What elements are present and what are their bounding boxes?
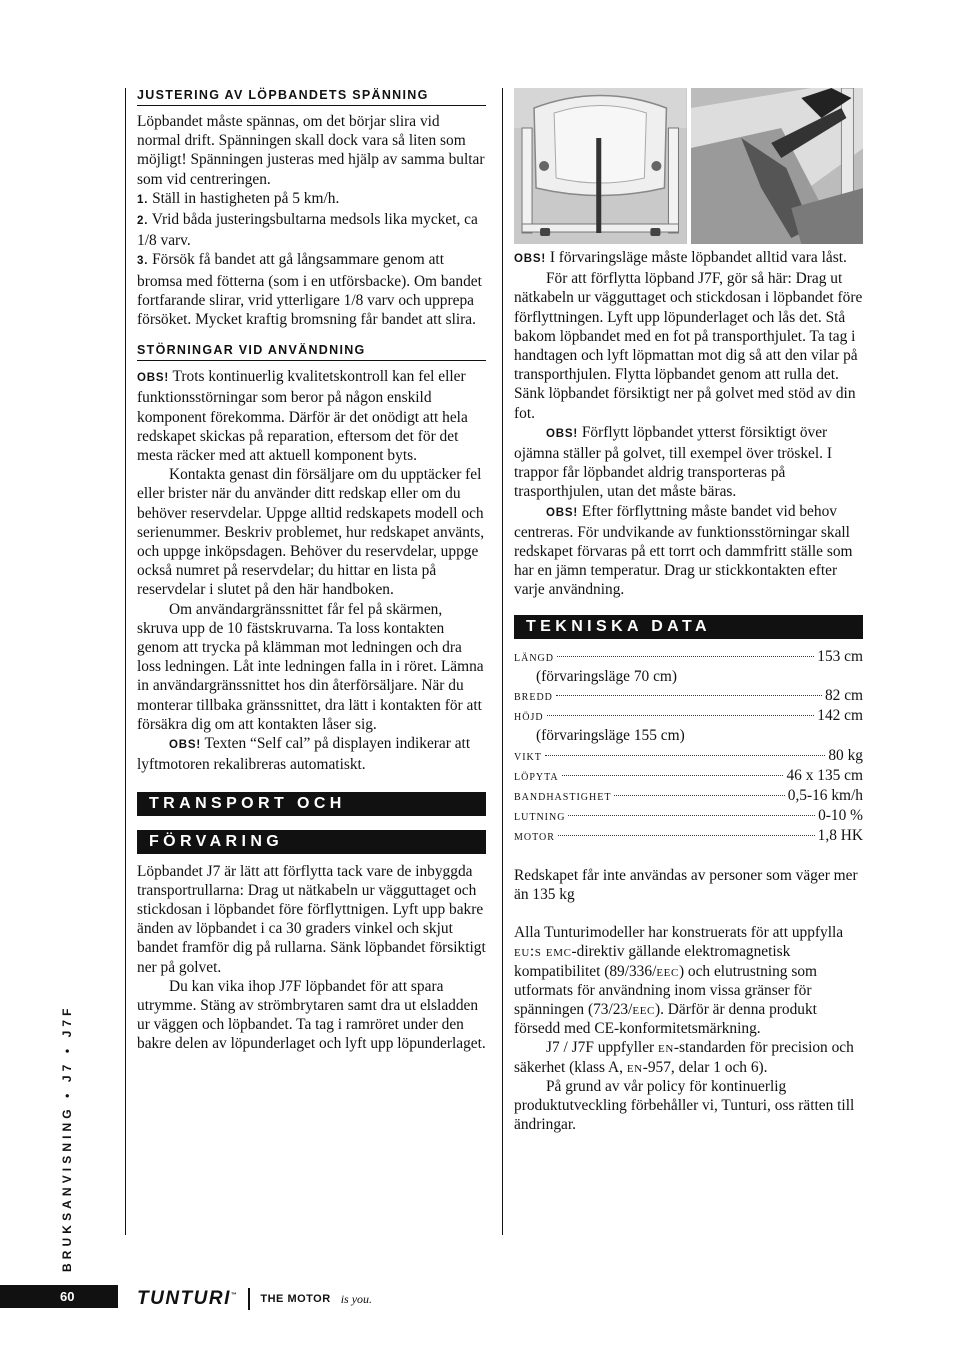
heading-storage: FÖRVARING: [137, 830, 486, 854]
obs-label: OBS!: [546, 427, 578, 440]
weight-limit-paragraph: Redskapet får inte användas av personer som väger mer än 135 kg: [514, 866, 858, 903]
spec-label: längd: [514, 649, 554, 665]
heading-malfunctions: STÖRNINGAR VID ANVÄNDNING: [137, 343, 486, 361]
spec-label: bandhastighet: [514, 789, 612, 805]
heading-transport: TRANSPORT OCH: [137, 792, 486, 816]
obs-text: I förvaringsläge måste löpbandet alltid vara låst.: [549, 249, 847, 266]
step-text: Försök få bandet att gå långsammare genom att bromsa med fötterna (som i en utförsbacke). Om bandet fortfarande slirar, vrid ytterligare 1/8 varv och upprepa försöket. Mycket kraftig bromsning får bandet att slira.: [137, 251, 482, 329]
column-divider: [502, 88, 503, 1235]
spec-row-belt-speed: [514, 786, 863, 806]
logo-divider: [248, 1288, 250, 1310]
spec-note-height: (förvaringsläge 155 cm): [536, 727, 685, 745]
leader-dots: [562, 775, 784, 776]
text-run: J7 / J7F uppfyller: [546, 1039, 659, 1057]
page-number: 60: [0, 1285, 118, 1308]
spec-value: 142 cm: [817, 707, 863, 725]
slogan-text: is you.: [340, 1291, 373, 1306]
step-number: 2.: [137, 215, 149, 228]
spec-label: höjd: [514, 709, 544, 725]
obs-text: Förflytt löpbandet ytterst försiktigt över ojämna ställer på golvet, till exempel över tröskel. I trappor får löpbandet aldrig transporteras på trasporthjulen, utan det måste bäras.: [514, 423, 832, 501]
spec-row-incline: [514, 806, 863, 826]
obs-label: OBS!: [514, 253, 546, 265]
motor-text: THE MOTOR: [260, 1293, 331, 1305]
obs-storage-paragraph: [514, 502, 863, 600]
obs-text: Trots kontinuerlig kvalitetskontroll kan fel eller funktionsstörningar som beror på någon enskild komponent förekomma. Därför är det onödigt att hela redskapet skickas på reparation, eftersom det för det mesta räcker med att aktuell komponent byts.: [137, 368, 468, 465]
text-run: -direktiv gällande elektromagnetisk kompatibilitet (89/336/: [514, 943, 791, 980]
spec-row-width: [514, 686, 863, 706]
spec-label: motor: [514, 829, 555, 845]
abbr-en: en: [658, 1039, 674, 1057]
obs-paragraph-1: [137, 367, 486, 465]
spec-row-running-surface: [514, 766, 863, 786]
spec-label: löpyta: [514, 768, 559, 784]
spec-value: 80 kg: [828, 746, 863, 764]
spec-value: 0,5-16 km/h: [787, 787, 863, 805]
spec-value: 82 cm: [824, 687, 863, 705]
spec-row-motor: [514, 826, 863, 846]
treadmill-frame-photo: [514, 88, 687, 244]
right-column: [514, 88, 863, 1134]
move-instructions-paragraph: För att förflytta löpband J7F, gör så här: Drag ut nätkabeln ur vägguttaget och stickdosan i löpbandet före förflyttningen. Lyft upp löpunderlaget och lås det. Stå bakom löpbandet med en fot på transporthjulet. Ta tag i handtagen och lyft löpmattan mot dig så att den vilar på transporthjulen. Flytta löpbandet genom att rulla det. Sänk löpbandet försiktigt ner på golvet med stöd av din fot.: [514, 270, 863, 422]
brand-logo: [137, 1288, 238, 1310]
abbr-eec: eec: [656, 962, 679, 980]
obs-text: Efter förflyttning måste bandet vid behov centreras. För undvikande av funktionsstörningar skall redskapet förvaras på ett torrt och dammfritt ställe som har en jämn temperatur. Drag ur stickkontakten efter varje användning.: [514, 502, 853, 599]
left-margin-rule: [125, 88, 126, 1235]
spec-value: 46 x 135 cm: [786, 766, 863, 784]
photo-strip: [514, 88, 863, 244]
text-run: -standarden för precision och säkerhet (klass A,: [514, 1039, 854, 1076]
abbr-eec: eec: [632, 1000, 655, 1018]
heading-tension: JUSTERING AV LÖPBANDETS SPÄNNING: [137, 88, 486, 106]
step-number: 1.: [137, 193, 149, 206]
en-standard-paragraph: [514, 1038, 863, 1076]
leader-dots: [568, 815, 815, 816]
step-text: Ställ in hastigheten på 5 km/h.: [152, 189, 340, 207]
transport-wheel-photo: [691, 88, 864, 244]
transport-paragraph: Löpbandet J7 är lätt att förflytta tack vare de inbyggda transportrullarna: Drag ut nätkabeln ur vägguttaget och stickdosan i löpbandet före förflyttnigen. Lyft upp bakre änden av löpbandet i ca 30 graders vinkel och skjut bandet framför dig på rullarna. Sänk löpbandet försiktigt ner på golvet.: [137, 862, 486, 976]
leader-dots: [557, 656, 814, 657]
spec-row-weight: [514, 746, 863, 766]
heading-technical-data: TEKNISKA DATA: [514, 615, 863, 639]
spec-list: [514, 647, 863, 847]
spec-row-length: [514, 647, 863, 667]
tension-intro: Löpbandet måste spännas, om det börjar slira vid normal drift. Spänningen skall dock vara så liten som möjligt! Spänningen justeras med hjälp av samma bultar som vid centreringen.: [137, 113, 485, 188]
spec-row-height: [514, 706, 863, 726]
footer-logo: [137, 1287, 372, 1311]
spec-note-length: (förvaringsläge 70 cm): [536, 667, 678, 685]
text-run: -957, delar 1 och 6).: [642, 1058, 768, 1076]
obs-text: Texten “Self cal” på displayen indikerar att lyftmotoren rekalibreras automatiskt.: [137, 735, 471, 774]
emc-paragraph: [514, 923, 863, 1038]
fold-paragraph: Du kan vika ihop J7F löpbandet för att spara utrymme. Stäng av strömbrytaren samt dra ut elsladden ur väggen och löpbandet. Ta tag i ramröret under den bakre delen av löpunderlaget och lyft upp löpunderlaget.: [137, 977, 486, 1053]
spec-label: bredd: [514, 689, 553, 705]
obs-label: OBS!: [169, 739, 201, 752]
step-text: Vrid båda justeringsbultarna medsols lika mycket, ca 1/8 varv.: [137, 211, 478, 250]
trademark-mark: ™: [230, 1292, 239, 1299]
text-run: Alla Tunturimodeller har konstruerats för att uppfylla: [514, 924, 844, 942]
leader-dots: [556, 695, 822, 696]
obs-label: OBS!: [546, 506, 578, 519]
abbr-en: en: [626, 1058, 643, 1076]
spec-label: lutning: [514, 809, 566, 825]
left-column: [137, 88, 486, 1054]
leader-dots: [547, 715, 815, 716]
step-2: [137, 210, 486, 250]
display-fault-paragraph: Om användargränssnittet får fel på skärmen, skruva upp de 10 fästskruvarna. Ta loss kontakten genom att trycka på klämman mot ledningen och dra loss ledningen. Låt inte ledningen falla in i röret. Lämna in användargränssnittet hos din återförsäljare. När du monterar tillbaka gränssnittet, dra lätt i kontakten för att försäkra dig om att kontakten låser sig.: [137, 600, 484, 733]
obs-locked-paragraph: [514, 248, 863, 269]
leader-dots: [614, 795, 784, 796]
spec-value: 0-10 %: [818, 807, 863, 825]
obs-uneven-floor-paragraph: [514, 423, 863, 502]
leader-dots: [558, 835, 815, 836]
obs-label: OBS!: [137, 372, 169, 385]
spec-value: 1,8 HK: [817, 827, 863, 845]
spec-label: vikt: [514, 748, 542, 764]
side-running-title: BRUKSANVISNING • J7 • J7F: [60, 1004, 74, 1272]
obs-paragraph-2: [137, 734, 486, 774]
step-3: [137, 250, 486, 329]
text-run: ). Därför är denna produkt försedd med CE-konformitetsmärkning.: [514, 1000, 817, 1038]
contact-dealer-paragraph: Kontakta genast din försäljare om du upptäcker fel eller brister när du använder ditt redskap eller om du behöver reservdelar. Uppge alltid redskapets modell och serienummer. Beskriv problemet, hur redskapet använts, och uppge inköpsdagen. Behöver du reservdelar, uppge också numret på reservdelar; du hittar en lista på reservdelar i slutet på den här handboken.: [137, 466, 485, 599]
brand-name: TUNTURI: [137, 1288, 231, 1309]
policy-paragraph: På grund av vår policy för kontinuerlig produktutveckling förbehåller vi, Tunturi, oss rätten till ändringar.: [514, 1077, 855, 1134]
abbr-eu-emc: eu:s emc: [514, 943, 572, 961]
step-number: 3.: [137, 255, 149, 268]
spec-value: 153 cm: [817, 647, 863, 665]
step-1: [137, 189, 486, 210]
text-run: ) och elutrustning som utformats för användning inom vissa gränser för spänningen (73/23/: [514, 962, 818, 1018]
leader-dots: [545, 755, 825, 756]
